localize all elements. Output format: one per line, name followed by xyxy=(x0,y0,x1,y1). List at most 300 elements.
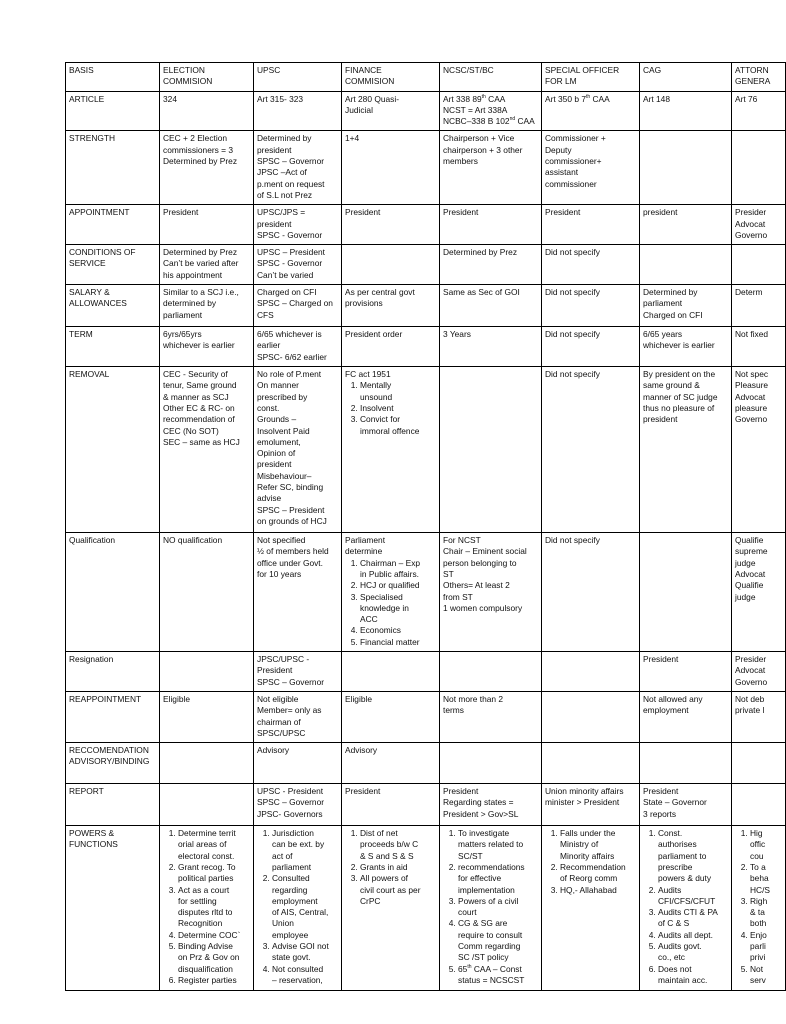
row-label-cell xyxy=(66,533,160,652)
table-cell xyxy=(542,285,640,327)
table-row xyxy=(66,533,786,652)
list-item-text: 2. Audits xyxy=(658,884,682,895)
list-item-text: powers & duty xyxy=(658,873,712,884)
list-item-text: civil court as per xyxy=(360,884,421,895)
cell-text: 6/65 whichever is xyxy=(257,329,322,340)
row-label-cell xyxy=(66,91,160,131)
cell-text: President xyxy=(443,207,479,218)
list-item-text: for effective xyxy=(458,873,502,884)
cell-text: JPSC –Act of xyxy=(257,167,307,178)
cell-text: provisions xyxy=(345,298,383,309)
list-item-text: maintain acc. xyxy=(658,974,708,985)
cell-text: determined by xyxy=(163,298,217,309)
list-item xyxy=(560,862,636,885)
list-item-text: in Public affairs. xyxy=(360,568,419,579)
list-item-text: Comm regarding xyxy=(458,941,521,952)
table-cell xyxy=(542,327,640,367)
list-item-text: orial areas of xyxy=(178,839,227,850)
cell-text: Charged on CFI xyxy=(257,287,317,298)
list-item-text: authorises xyxy=(658,839,697,850)
row-label-text: CONDITIONS OF xyxy=(69,247,136,258)
header-text: SPECIAL OFFICER xyxy=(545,65,620,75)
list-item-text: privi xyxy=(750,952,766,963)
row-label-text: ALLOWANCES xyxy=(69,298,127,309)
list-item-text: can be ext. by xyxy=(272,839,325,850)
list-item-text: 1. Mentally xyxy=(360,380,392,391)
table-cell xyxy=(440,784,542,826)
table-cell xyxy=(640,205,732,245)
list-item-text: 1. Determine territ xyxy=(178,828,236,839)
cell-text: SPSC - Governor xyxy=(257,229,323,240)
table-cell xyxy=(254,533,342,652)
cell-text: Art 280 Quasi- xyxy=(345,93,399,104)
list-item-text: 2. To a xyxy=(750,861,766,872)
cell-text: & manner as SCJ xyxy=(163,391,229,402)
cell-text: President xyxy=(643,654,679,665)
column-header xyxy=(66,63,160,92)
list-item-text: 5. Not xyxy=(750,963,764,974)
list-item xyxy=(360,873,436,907)
row-label-cell xyxy=(66,743,160,784)
list-item-text: electoral const. xyxy=(178,850,235,861)
row-label-text: REPORT xyxy=(69,786,104,797)
table-cell xyxy=(254,91,342,131)
list-item-text: act of xyxy=(272,850,293,861)
cell-text: parliament xyxy=(163,309,203,320)
cell-text: advise xyxy=(257,493,282,504)
cell-text: For NCST xyxy=(443,535,481,546)
cell-text: Advocat xyxy=(735,568,766,579)
cell-text: Can’t be varied after xyxy=(163,258,239,269)
cell-text: Art 315- 323 xyxy=(257,93,304,104)
cell-text: Advocat xyxy=(735,665,766,676)
list-item-text: disqualification xyxy=(178,963,233,974)
list-item-text: CrPC xyxy=(360,895,381,906)
list-item xyxy=(360,558,436,581)
list-item-text: & ta xyxy=(750,907,765,918)
table-cell xyxy=(254,205,342,245)
cell-text: President xyxy=(443,786,479,797)
numbered-list xyxy=(443,828,538,986)
column-header xyxy=(732,63,786,92)
cell-text: 324 xyxy=(163,93,177,104)
table-cell xyxy=(342,743,440,784)
list-item xyxy=(560,828,636,862)
table-row xyxy=(66,131,786,205)
cell-text: CEC (No SOT) xyxy=(163,425,219,436)
cell-text: employment xyxy=(643,705,689,716)
table-cell xyxy=(732,205,786,245)
list-item xyxy=(360,828,436,862)
cell-text: emolument, xyxy=(257,436,301,447)
numbered-list xyxy=(643,828,728,986)
cell-text: Eligible xyxy=(345,693,373,704)
table-cell xyxy=(440,533,542,652)
cell-text: Judicial xyxy=(345,104,373,115)
list-item-text: 3. All powers of xyxy=(360,873,408,884)
cell-text: President xyxy=(643,786,679,797)
table-cell xyxy=(160,652,254,692)
table-cell xyxy=(342,826,440,991)
table-cell xyxy=(732,784,786,826)
cell-text: Can’t be varied xyxy=(257,269,314,280)
list-item-text: knowledge in xyxy=(360,602,409,613)
list-item xyxy=(658,930,728,941)
row-label-text: FUNCTIONS xyxy=(69,839,118,850)
table-row xyxy=(66,91,786,131)
cell-text: 3 Years xyxy=(443,329,471,340)
list-item-text: 4. CG & SG are xyxy=(458,918,508,929)
cell-text: commissioner+ xyxy=(545,156,602,167)
list-item-text: offic xyxy=(750,839,766,850)
header-text: COMMISION xyxy=(345,76,395,87)
table-cell xyxy=(732,533,786,652)
list-item-text: 1. Const. xyxy=(658,828,683,839)
list-item-text: 3. HQ,- Allahabad xyxy=(560,884,617,895)
cell-text: terms xyxy=(443,705,464,716)
row-label-text: REAPPOINTMENT xyxy=(69,693,142,704)
header-text: BASIS xyxy=(69,65,94,75)
row-label-text: ARTICLE xyxy=(69,93,105,104)
cell-text: Misbehaviour– xyxy=(257,470,312,481)
list-item-text: of C & S xyxy=(658,918,690,929)
list-item-text: HC/S xyxy=(750,884,771,895)
row-label-cell xyxy=(66,245,160,285)
table-cell xyxy=(542,205,640,245)
cell-text: president xyxy=(643,207,678,218)
row-label-cell xyxy=(66,826,160,991)
table-row xyxy=(66,285,786,327)
cell-text: JPSC/UPSC - xyxy=(257,654,310,665)
cell-text: Refer SC, binding xyxy=(257,482,324,493)
cell-text: SPSC - Governor xyxy=(257,258,323,269)
row-label-cell xyxy=(66,131,160,205)
column-header xyxy=(440,63,542,92)
list-item-text: Recognition xyxy=(178,918,223,929)
list-item-text: CFI/CFS/CFUT xyxy=(658,895,716,906)
list-item-text: unsound xyxy=(360,391,393,402)
list-item-text: 5. Binding Advise xyxy=(178,941,233,952)
table-cell xyxy=(254,131,342,205)
column-header xyxy=(254,63,342,92)
cell-text: NO qualification xyxy=(163,535,223,546)
cell-text: commissioner xyxy=(545,178,597,189)
list-item xyxy=(560,885,636,896)
list-item-text: parliament to xyxy=(658,850,707,861)
cell-text: Opinion of xyxy=(257,448,296,459)
table-cell xyxy=(542,691,640,742)
table-cell xyxy=(342,91,440,131)
list-item-text: 2. Grant recog. To xyxy=(178,861,236,872)
cell-text: his appointment xyxy=(163,269,223,280)
cell-text: minister > President xyxy=(545,797,620,808)
table-cell xyxy=(160,327,254,367)
row-label-text: SERVICE xyxy=(69,258,106,269)
table-cell xyxy=(440,691,542,742)
cell-text: Other EC & RC- on xyxy=(163,402,235,413)
cell-text: FC act 1951 xyxy=(345,369,391,380)
cell-text: UPSC – President xyxy=(257,247,325,258)
list-item-text: 4. Determine COC` xyxy=(178,929,241,940)
header-text: CAG xyxy=(643,65,662,75)
table-cell xyxy=(160,245,254,285)
list-item-text: prescribe xyxy=(658,861,693,872)
cell-text: Qualifie xyxy=(735,580,764,591)
list-item-text: Minority affairs xyxy=(560,850,615,861)
cell-text: Determined by xyxy=(257,133,312,144)
list-item-text: 4. Not consulted xyxy=(272,963,324,974)
table-cell xyxy=(542,91,640,131)
cell-text: tenur, Same ground xyxy=(163,380,237,391)
cell-text: 1 women compulsory xyxy=(443,602,523,613)
cell-text: Others= At least 2 xyxy=(443,580,510,591)
cell-text: prescribed by xyxy=(257,391,308,402)
row-label-cell xyxy=(66,652,160,692)
cell-text: president xyxy=(257,144,292,155)
header-text: ELECTION xyxy=(163,65,205,75)
column-header xyxy=(342,63,440,92)
list-item-text: parli xyxy=(750,941,766,952)
cell-text: assistant xyxy=(545,167,579,178)
cell-text: chairman of xyxy=(257,716,301,727)
cell-text: Advocat xyxy=(735,218,766,229)
list-item xyxy=(750,862,782,896)
table-cell xyxy=(440,327,542,367)
list-item xyxy=(750,930,782,964)
cell-text: 3 reports xyxy=(643,808,677,819)
cell-text: NCST = Art 338A xyxy=(443,104,508,115)
cell-text: President xyxy=(163,207,199,218)
list-item-text: on Prz & Gov on xyxy=(178,952,240,963)
list-item-text: matters related to xyxy=(458,839,524,850)
row-label-cell xyxy=(66,205,160,245)
list-item-text: cou xyxy=(750,850,764,861)
cell-text: Did not specify xyxy=(545,369,600,380)
cell-text: Charged on CFI xyxy=(643,309,703,320)
table-row xyxy=(66,691,786,742)
list-item xyxy=(272,964,338,987)
table-row xyxy=(66,652,786,692)
cell-text: President xyxy=(345,786,381,797)
list-item xyxy=(360,403,436,414)
cell-text: pleasure xyxy=(735,402,768,413)
table-cell xyxy=(254,784,342,826)
cell-text: ST xyxy=(443,568,454,579)
header-text: FOR LM xyxy=(545,76,577,87)
list-item xyxy=(658,885,728,908)
table-cell xyxy=(160,367,254,533)
table-cell xyxy=(254,691,342,742)
table-cell xyxy=(342,131,440,205)
cell-text: President xyxy=(345,207,381,218)
list-item xyxy=(360,414,436,437)
cell-text: 6yrs/65yrs xyxy=(163,329,202,340)
list-item-text: require to consult xyxy=(458,929,523,940)
list-item-text: 3. Act as a court xyxy=(178,884,230,895)
table-cell xyxy=(254,743,342,784)
list-item-text: 2. HCJ or qualified xyxy=(360,580,420,591)
table-row xyxy=(66,784,786,826)
cell-text: NCBC–338 B 102nd CAA xyxy=(443,116,535,127)
table-cell xyxy=(640,367,732,533)
list-item-text: 3. Convict for xyxy=(360,414,401,425)
list-item-text: implementation xyxy=(458,884,515,895)
row-label-cell xyxy=(66,285,160,327)
cell-text: president xyxy=(643,414,678,425)
table-cell xyxy=(160,205,254,245)
table-cell xyxy=(160,784,254,826)
list-item xyxy=(360,380,436,403)
list-item-text: 1. Chairman – Exp xyxy=(360,557,421,568)
row-label-text: Resignation xyxy=(69,654,114,665)
row-label-text: STRENGTH xyxy=(69,133,116,144)
cell-text: SPSC/UPSC xyxy=(257,727,306,738)
cell-text: Advisory xyxy=(345,745,378,756)
list-item xyxy=(360,625,436,636)
cell-text: manner of SC judge xyxy=(643,391,718,402)
row-label-text: TERM xyxy=(69,329,93,340)
cell-text: SPSC – Governor xyxy=(257,156,325,167)
cell-text: Chair – Eminent social xyxy=(443,546,527,557)
list-item xyxy=(658,964,728,987)
list-item xyxy=(458,918,538,963)
table-cell xyxy=(542,784,640,826)
cell-text: Pleasure xyxy=(735,380,769,391)
table-cell xyxy=(254,826,342,991)
list-item-text: 1. Dist of net xyxy=(360,828,398,839)
cell-text: supreme xyxy=(735,546,768,557)
cell-text: Parliament xyxy=(345,535,386,546)
table-cell xyxy=(342,691,440,742)
table-cell xyxy=(640,652,732,692)
list-item-text: co., etc xyxy=(658,952,685,963)
list-item xyxy=(272,941,338,964)
column-header xyxy=(640,63,732,92)
cell-text: President xyxy=(257,665,293,676)
table-cell xyxy=(640,327,732,367)
cell-text: Governo xyxy=(735,676,768,687)
table-cell xyxy=(732,826,786,991)
cell-text: members xyxy=(443,156,478,167)
cell-text: Art 350 b 7th CAA xyxy=(545,93,610,104)
list-item-text: 3. Powers of a civil xyxy=(458,895,519,906)
list-item xyxy=(658,907,728,930)
table-row xyxy=(66,743,786,784)
column-header xyxy=(160,63,254,92)
list-item-text: 5. Audits govt. xyxy=(658,941,702,952)
table-row xyxy=(66,245,786,285)
table-cell xyxy=(732,327,786,367)
cell-text: President order xyxy=(345,329,403,340)
cell-text: for 10 years xyxy=(257,568,302,579)
list-item xyxy=(360,580,436,591)
cell-text: const. xyxy=(257,402,280,413)
cell-text: judge xyxy=(735,591,756,602)
table-cell xyxy=(640,285,732,327)
cell-text: Commissioner + xyxy=(545,133,606,144)
cell-text: 1+4 xyxy=(345,133,360,144)
table-cell xyxy=(542,245,640,285)
list-item-text: court xyxy=(458,907,477,918)
table-row xyxy=(66,367,786,533)
cell-text: Determined by xyxy=(643,287,698,298)
cell-text: office under Govt. xyxy=(257,557,323,568)
table-cell xyxy=(160,285,254,327)
header-text: GENERA xyxy=(735,76,771,87)
list-item-text: 1. To investigate xyxy=(458,828,510,839)
table-cell xyxy=(254,367,342,533)
list-item-text: 1. Jurisdiction xyxy=(272,828,314,839)
table-cell xyxy=(542,826,640,991)
list-item xyxy=(458,964,538,987)
list-item-text: disputes rltd to xyxy=(178,907,233,918)
list-item-text: 2. Consulted xyxy=(272,873,310,884)
row-label-cell xyxy=(66,327,160,367)
list-item xyxy=(750,896,782,930)
cell-text: On manner xyxy=(257,380,299,391)
header-text: FINANCE xyxy=(345,65,382,75)
table-row xyxy=(66,205,786,245)
table-cell xyxy=(440,205,542,245)
list-item-text: Ministry of xyxy=(560,839,599,850)
cell-text: No role of P.ment xyxy=(257,369,322,380)
cell-text: President > Gov>SL xyxy=(443,808,519,819)
cell-text: on grounds of HCJ xyxy=(257,515,327,526)
cell-text: thus no pleasure of xyxy=(643,402,715,413)
cell-text: chairperson + 3 other xyxy=(443,144,523,155)
table-row xyxy=(66,826,786,991)
cell-text: CEC - Security of xyxy=(163,369,228,380)
cell-text: recommendation of xyxy=(163,414,235,425)
cell-text: Determined by Prez xyxy=(163,247,238,258)
list-item xyxy=(458,828,538,862)
list-item xyxy=(458,896,538,919)
table-cell xyxy=(732,91,786,131)
list-item-text: 2. Grants in aid xyxy=(360,861,408,872)
cell-text: UPSC - President xyxy=(257,786,324,797)
cell-text: As per central govt xyxy=(345,287,415,298)
cell-text: Union minority affairs xyxy=(545,786,624,797)
table-cell xyxy=(440,743,542,784)
list-item-text: serv xyxy=(750,974,766,985)
row-label-cell xyxy=(66,691,160,742)
cell-text: determine xyxy=(345,546,383,557)
table-cell xyxy=(542,533,640,652)
list-item xyxy=(360,862,436,873)
table-cell xyxy=(542,652,640,692)
cell-text: SEC – same as HCJ xyxy=(163,436,240,447)
numbered-list xyxy=(345,380,436,436)
cell-text: Determ xyxy=(735,287,763,298)
list-item-text: Union xyxy=(272,918,294,929)
table-cell xyxy=(640,533,732,652)
cell-text: President xyxy=(545,207,581,218)
cell-text: whichever is earlier xyxy=(163,340,235,351)
list-item-text: for settling xyxy=(178,895,217,906)
table-cell xyxy=(160,131,254,205)
list-item-text: proceeds b/w C xyxy=(360,839,419,850)
header-text: NCSC/ST/BC xyxy=(443,65,494,75)
cell-text: parliament xyxy=(643,298,683,309)
list-item-text: – reservation, xyxy=(272,974,323,985)
cell-text: Regarding states = xyxy=(443,797,514,808)
table-cell xyxy=(640,91,732,131)
cell-text: private l xyxy=(735,705,765,716)
row-label-text: POWERS & xyxy=(69,828,115,839)
list-item-text: 5. Financial matter xyxy=(360,636,420,647)
list-item-text: 1. Hig xyxy=(750,828,763,839)
cell-text: Insolvent Paid xyxy=(257,425,310,436)
